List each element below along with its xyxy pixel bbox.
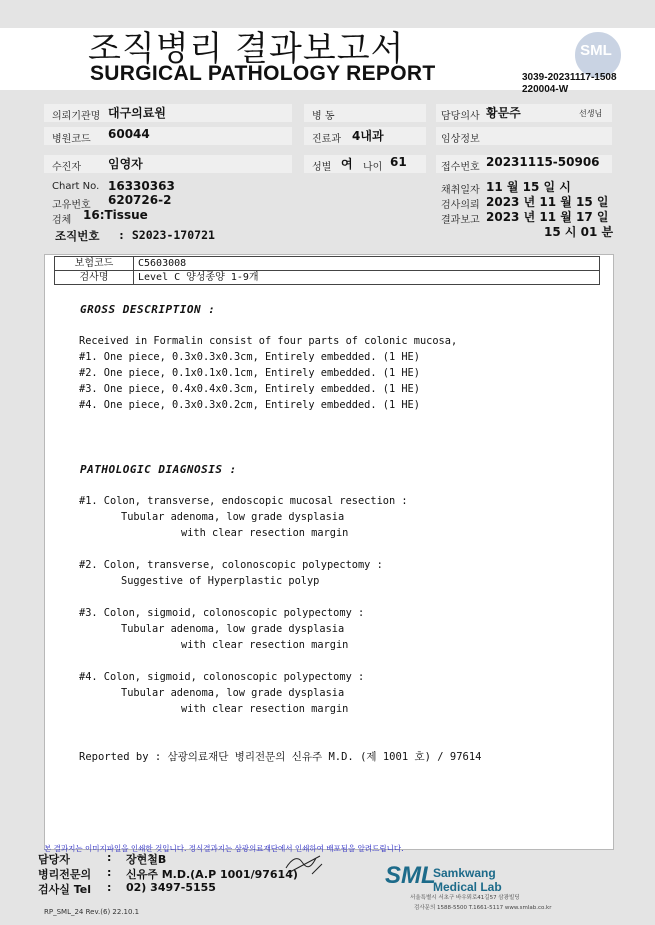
insurance-code-label: 보험코드: [55, 257, 134, 271]
staff-value: 장현철B: [126, 853, 167, 866]
gross-description-heading: GROSS DESCRIPTION :: [80, 303, 216, 316]
insurance-code-value: C5603008: [134, 257, 600, 271]
chart-no-value: 16330363: [108, 179, 175, 193]
lab-address: 서울특별시 서초구 바우뫼로41길57 삼광빌딩: [410, 895, 520, 901]
clinical-info-label: 임상정보: [441, 134, 480, 145]
gross-line: #2. One piece, 0.1x0.1x0.1cm, Entirely embedded. (1 HE): [79, 367, 420, 379]
receipt-no-value: 20231115-50906: [486, 155, 600, 169]
diagnosis-result: Tubular adenoma, low grade dysplasia: [121, 687, 345, 699]
pathologic-diagnosis-heading: PATHOLOGIC DIAGNOSIS :: [80, 463, 237, 476]
test-code-table: [54, 256, 600, 285]
form-code: RP_SML_24 Rev.(6) 22.10.1: [44, 908, 140, 916]
diagnosis-result: Suggestive of Hyperplastic polyp: [121, 575, 320, 587]
test-name-value: Level C 양성종양 1-9개: [134, 271, 600, 285]
report-title-english: SURGICAL PATHOLOGY REPORT: [90, 62, 436, 85]
hospital-code-value: 60044: [108, 127, 150, 141]
sex-label: 성별: [312, 162, 332, 173]
lab-tel-label: 검사실 Tel: [38, 883, 91, 896]
diagnosis-result: Tubular adenoma, low grade dysplasia: [121, 511, 345, 523]
specimen-label: 검체: [52, 215, 72, 226]
gross-line: #1. One piece, 0.3x0.3x0.3cm, Entirely embedded. (1 HE): [79, 351, 420, 363]
diagnosis-note: with clear resection margin: [181, 639, 349, 651]
pathologist-colon: :: [107, 866, 112, 879]
lab-logo-mark: SML: [385, 862, 436, 889]
gross-line: #4. One piece, 0.3x0.3x0.2cm, Entirely embedded. (1 HE): [79, 399, 420, 411]
table-row: [55, 271, 600, 285]
report-id-line1: 3039-20231117-1508: [522, 72, 617, 83]
report-title-korean: 조직병리 결과보고서: [88, 29, 405, 69]
report-time-value: 15 시 01 분: [544, 225, 614, 239]
sex-value: 여: [341, 157, 353, 171]
doctor-suffix: 선생님: [579, 109, 603, 118]
gross-line: Received in Formalin consist of four parts of colonic mucosa,: [79, 335, 458, 347]
report-date-label: 결과보고: [441, 215, 480, 226]
diagnosis-site: #3. Colon, sigmoid, colonoscopic polypectomy :: [79, 607, 365, 619]
specimen-value: 16:Tissue: [83, 208, 148, 222]
staff-colon: :: [107, 851, 112, 864]
report-id-line2: 220004-W: [522, 84, 569, 95]
patient-name: 임영자: [108, 157, 143, 171]
lab-contact: 검사문의 1588-5500 T.1661-5117 www.smlab.co.kr: [414, 905, 552, 911]
receipt-no-label: 접수번호: [441, 162, 480, 173]
collect-date-value: 11 월 15 일 시: [486, 180, 571, 194]
patient-label: 수진자: [52, 162, 81, 173]
report-date-value: 2023 년 11 월 17 일: [486, 210, 609, 224]
pathologist-signature: [282, 850, 326, 880]
department-label: 진료과: [312, 134, 341, 145]
lab-logo-name-line2: Medical Lab: [433, 880, 502, 894]
row-bg-patient: [44, 155, 292, 173]
print-notice: 본 결과지는 이미지파일을 인쇄한 것입니다. 정식결과지는 삼광의료재단에서 인쇄하여 배포됨을 알려드립니다.: [44, 844, 404, 853]
staff-label: 담당자: [38, 853, 70, 866]
request-date-value: 2023 년 11 월 15 일: [486, 195, 609, 209]
diagnosis-result: Tubular adenoma, low grade dysplasia: [121, 623, 345, 635]
sml-logo-text: SML: [580, 42, 612, 59]
doctor-value: 황문주: [486, 106, 521, 120]
institution-label: 의뢰기관명: [52, 111, 101, 122]
unique-no-value: 620726-2: [108, 193, 172, 207]
unique-no-label: 고유번호: [52, 200, 91, 211]
diagnosis-note: with clear resection margin: [181, 703, 349, 715]
chart-no-label: Chart No.: [52, 181, 100, 192]
diagnosis-site: #1. Colon, transverse, endoscopic mucosal resection :: [79, 495, 408, 507]
reported-by: Reported by : 삼광의료재단 병리전문의 신유주 M.D. (제 1001 호) / 97614: [79, 751, 482, 763]
age-value: 61: [390, 155, 407, 169]
diagnosis-note: with clear resection margin: [181, 527, 349, 539]
hospital-code-label: 병원코드: [52, 134, 91, 145]
lab-tel-colon: :: [107, 881, 112, 894]
lab-logo-name-line1: Samkwang: [433, 866, 496, 880]
pathologist-value: 신유주 M.D.(A.P 1001/97614): [126, 868, 298, 881]
diagnosis-site: #2. Colon, transverse, colonoscopic polypectomy :: [79, 559, 383, 571]
collect-date-label: 채취일자: [441, 185, 480, 196]
tissue-no-value: : S2023-170721: [118, 228, 215, 242]
test-name-label: 검사명: [55, 271, 134, 285]
department-value: 4내과: [352, 129, 384, 143]
table-row: [55, 257, 600, 271]
doctor-label: 담당의사: [441, 111, 480, 122]
ward-label: 병 동: [312, 111, 335, 122]
age-label: 나이: [363, 162, 383, 173]
tissue-no-label: 조직번호: [55, 229, 100, 243]
diagnosis-site: #4. Colon, sigmoid, colonoscopic polypectomy :: [79, 671, 365, 683]
gross-line: #3. One piece, 0.4x0.4x0.3cm, Entirely embedded. (1 HE): [79, 383, 420, 395]
institution-value: 대구의료원: [108, 106, 166, 120]
lab-tel-value: 02) 3497-5155: [126, 881, 216, 894]
request-date-label: 검사의뢰: [441, 200, 480, 211]
pathologist-label: 병리전문의: [38, 868, 92, 881]
